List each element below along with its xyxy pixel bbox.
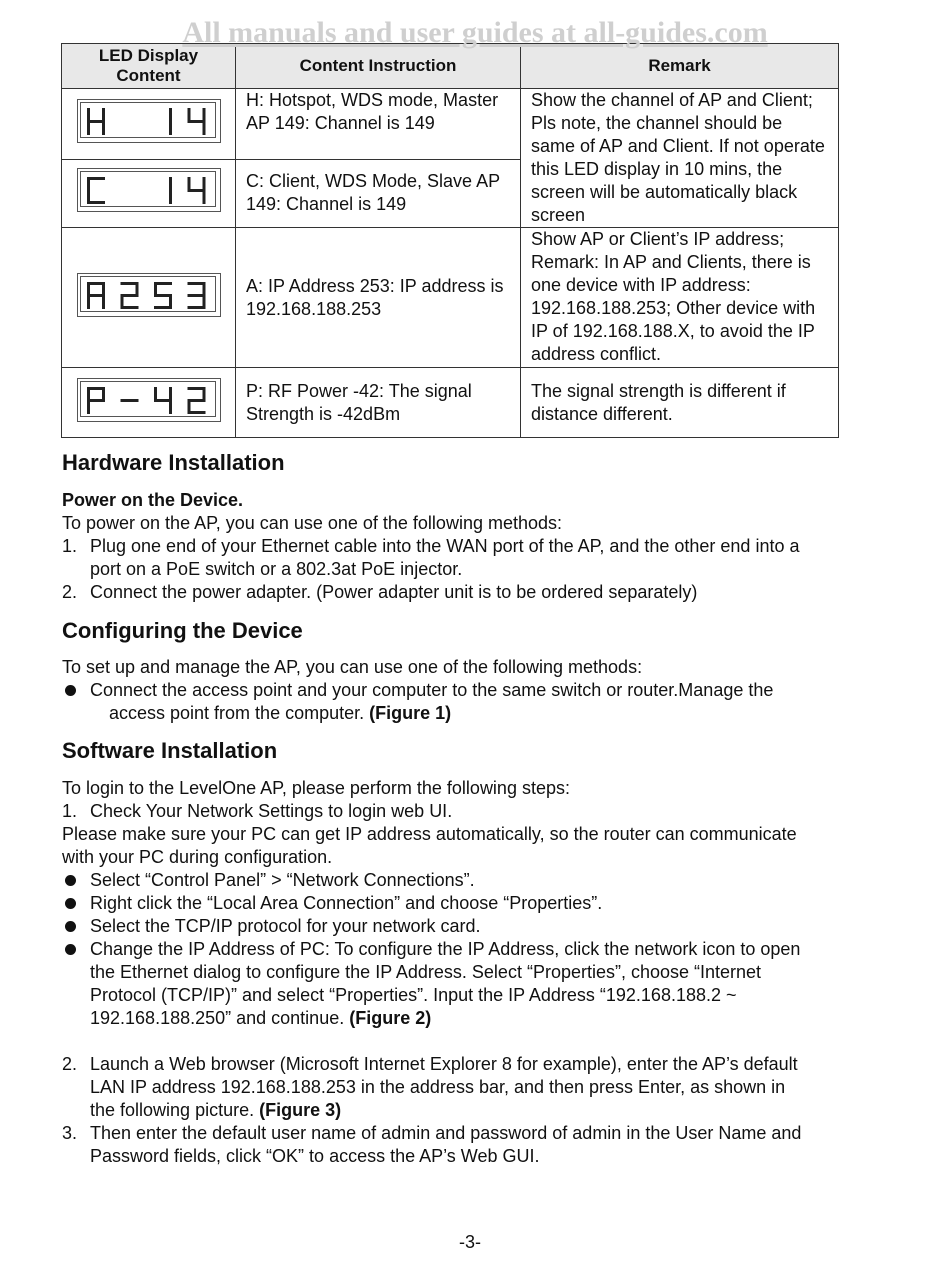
table-row [62, 368, 839, 438]
led-display-table [61, 43, 839, 438]
bullet-text: Connect the access point and your computer to the same switch or router.Manage the [90, 680, 774, 700]
led-segment [169, 120, 172, 135]
power-on-subheading: Power on the Device. [62, 490, 244, 510]
led-segment [154, 399, 172, 402]
led-cell [62, 368, 236, 438]
led-segment [120, 294, 138, 297]
step-number: 1. [62, 536, 78, 556]
bullet-text: Select “Control Panel” > “Network Connections”. [90, 870, 475, 890]
led-segment [187, 306, 205, 309]
header-led-display: LED Display Content [62, 44, 236, 89]
step-text: Check Your Network Settings to login web UI. [90, 801, 453, 821]
page-number: -3- [459, 1232, 481, 1252]
watermark-banner: All manuals and user guides at all-guides.com [182, 16, 768, 49]
remark-cell: The signal strength is different if distance different. [521, 368, 839, 438]
software-heading: Software Installation [62, 738, 278, 763]
bullet-icon [65, 944, 76, 955]
bullet-text: access point from the computer. [109, 703, 365, 723]
step-number: 2. [62, 582, 78, 602]
led-cell [62, 89, 236, 160]
figure-ref: (Figure 3) [259, 1100, 342, 1120]
note-paragraph: Please make sure your PC can get IP address automatically, so the router can communicate with your PC during configuration. [62, 824, 797, 867]
led-segment [154, 294, 172, 297]
led-segment [187, 294, 205, 297]
led-segment [169, 189, 172, 204]
step-number: 3. [62, 1123, 78, 1143]
led-cell [62, 228, 236, 368]
figure-ref: (Figure 1) [369, 703, 452, 723]
led-segment [87, 120, 105, 123]
header-content-instruction: Content Instruction [236, 44, 521, 89]
led-display-p42 [77, 378, 221, 422]
header-remark: Remark [521, 44, 839, 89]
remark-cell-channel: Show the channel of AP and Client; Pls note, the channel should be same of AP and Client. If not operate this LED display in 10 mins, the screen will be automatically black screen [521, 89, 839, 228]
configuring-heading: Configuring the Device [62, 618, 303, 643]
remark-cell: Show AP or Client’s IP address; Remark: In AP and Clients, there is one device with IP address: 192.168.188.253; Other device with IP of 192.168.188.X, to avoid the IP address conflict. [521, 228, 839, 368]
bullet-icon [65, 875, 76, 886]
instruction-cell: A: IP Address 253: IP address is 192.168.188.253 [236, 228, 521, 368]
led-segment [120, 399, 138, 402]
software-intro: To login to the LevelOne AP, please perform the following steps: [62, 778, 570, 798]
table-row [62, 89, 839, 160]
table-header-row [62, 44, 839, 89]
led-segment [154, 306, 172, 309]
led-segment [187, 120, 205, 123]
instruction-cell: C: Client, WDS Mode, Slave AP 149: Channel is 149 [236, 159, 521, 228]
led-display-a253 [77, 273, 221, 317]
bullet-icon [65, 685, 76, 696]
step-text: Plug one end of your Ethernet cable into the WAN port of the AP, and the other end into a [90, 536, 800, 556]
led-segment [187, 189, 205, 192]
figure-ref: (Figure 2) [349, 1008, 432, 1028]
table-row [62, 228, 839, 368]
led-cell [62, 159, 236, 228]
step-number: 1. [62, 801, 78, 821]
instruction-cell: P: RF Power -42: The signal Strength is -42dBm [236, 368, 521, 438]
led-segment [87, 399, 105, 402]
led-segment [87, 294, 105, 297]
led-display-h149 [77, 99, 221, 143]
bullet-text: Right click the “Local Area Connection” and choose “Properties”. [90, 893, 603, 913]
bullet-text: Select the TCP/IP protocol for your network card. [90, 916, 481, 936]
step-number: 2. [62, 1054, 78, 1074]
step-text: port on a PoE switch or a 802.3at PoE injector. [90, 559, 463, 579]
bullet-icon [65, 921, 76, 932]
bullet-icon [65, 898, 76, 909]
configuring-intro: To set up and manage the AP, you can use one of the following methods: [62, 657, 643, 677]
step-text: Connect the power adapter. (Power adapter unit is to be ordered separately) [90, 582, 698, 602]
led-display-c149 [77, 168, 221, 212]
hardware-intro: To power on the AP, you can use one of the following methods: [62, 513, 563, 533]
hardware-heading: Hardware Installation [62, 450, 285, 475]
led-segment [187, 399, 205, 402]
led-segment [87, 177, 90, 192]
instruction-cell: H: Hotspot, WDS mode, Master AP 149: Channel is 149 [236, 89, 521, 160]
